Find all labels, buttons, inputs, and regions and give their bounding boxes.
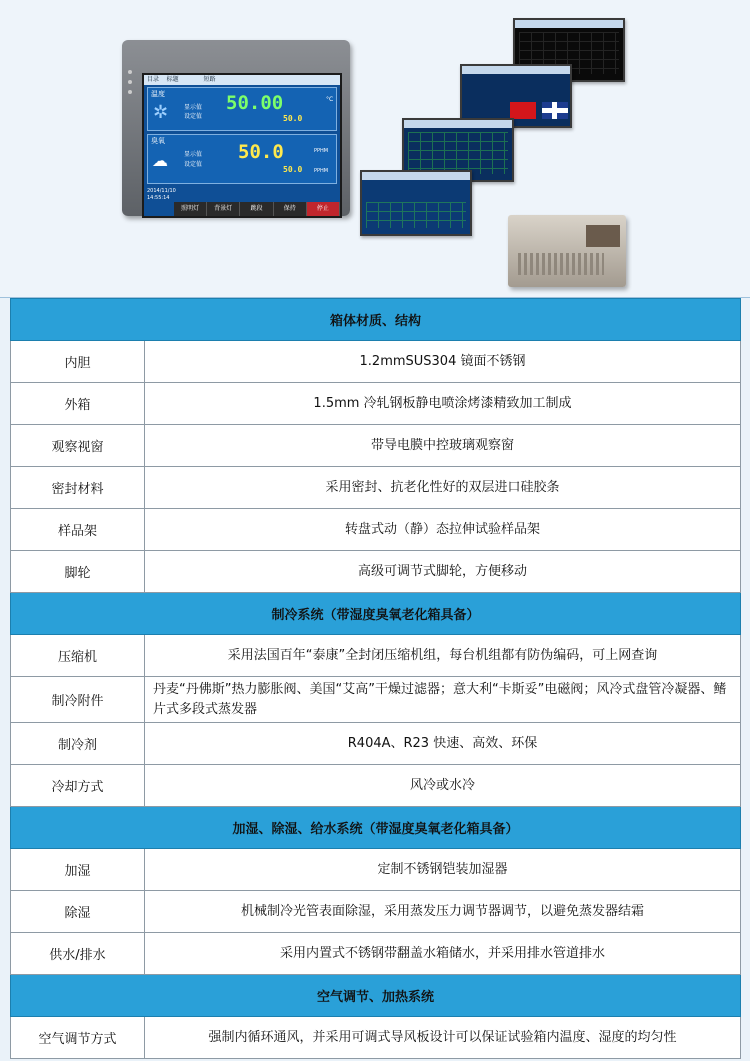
row-label: 加湿	[11, 849, 145, 891]
display-value-label: 显示值	[184, 104, 203, 111]
row-value: 1.5mm 冷轧钢板静电喷涂烤漆精致加工制成	[145, 383, 741, 425]
row-label: 制冷附件	[11, 677, 145, 723]
row-value: 丹麦“丹佛斯”热力膨胀阀、美国“艾高”干燥过滤器；意大利“卡斯妥”电磁阀；风冷式盘管冷凝器、鳍片式多段式蒸发器	[145, 677, 741, 723]
row-value: 强制内循环通风，并采用可调式导风板设计可以保证试验箱内温度、湿度的均匀性	[145, 1017, 741, 1059]
temperature-value: 50.00	[226, 92, 284, 114]
indicator-led	[128, 70, 132, 74]
hold-button[interactable]: 保持	[274, 202, 307, 216]
indicator-led	[128, 90, 132, 94]
section-header-row	[11, 975, 741, 1017]
table-row	[11, 849, 741, 891]
section-header-row	[11, 299, 741, 341]
controller-lid	[586, 225, 620, 247]
display-value-label: 显示值	[184, 151, 203, 158]
row-value: 采用法国百年“泰康”全封闭压缩机组，每台机组都有防伪编码，可上网查询	[145, 635, 741, 677]
cloud-icon: ☁	[152, 151, 168, 170]
row-label: 制冷剂	[11, 723, 145, 765]
screen-button-bar	[174, 202, 340, 216]
row-label: 密封材料	[11, 467, 145, 509]
uk-flag-icon	[542, 102, 568, 119]
time-text: 14:55:14	[147, 195, 170, 201]
touch-screen-controller-image	[122, 40, 350, 216]
row-value: 高级可调节式脚轮，方便移动	[145, 551, 741, 593]
row-value: 机械制冷光管表面除湿，采用蒸发压力调节器调节，以避免蒸发器结霜	[145, 891, 741, 933]
controller-module-image	[508, 215, 626, 287]
skip-segment-button[interactable]: 跳段	[240, 202, 273, 216]
row-value: 定制不锈钢铠装加湿器	[145, 849, 741, 891]
row-value: 带导电膜中控玻璃观察窗	[145, 425, 741, 467]
row-label: 压缩机	[11, 635, 145, 677]
row-label: 样品架	[11, 509, 145, 551]
table-row	[11, 891, 741, 933]
lighting-button[interactable]: 照明灯	[174, 202, 207, 216]
section-title: 加湿、除湿、给水系统（带湿度臭氧老化箱具备）	[11, 807, 741, 849]
product-illustration	[0, 0, 750, 298]
snowflake-icon: ✲	[153, 102, 169, 123]
table-row	[11, 723, 741, 765]
table-row	[11, 677, 741, 723]
table-row	[11, 383, 741, 425]
table-row	[11, 341, 741, 383]
table-row	[11, 635, 741, 677]
row-value: R404A、R23 快速、高效、环保	[145, 723, 741, 765]
row-label: 除湿	[11, 891, 145, 933]
section-title: 空气调节、加热系统	[11, 975, 741, 1017]
row-value: 采用内置式不锈钢带翻盖水箱储水，并采用排水管道排水	[145, 933, 741, 975]
temperature-set-value: 50.0	[283, 114, 303, 123]
row-label: 观察视窗	[11, 425, 145, 467]
row-value: 转盘式动（静）态拉伸试验样品架	[145, 509, 741, 551]
temperature-label: 温度	[151, 90, 165, 98]
ozone-label: 臭氧	[151, 137, 165, 145]
ozone-panel	[147, 134, 337, 184]
table-row	[11, 425, 741, 467]
indicator-led	[128, 80, 132, 84]
stop-button[interactable]: 停止	[307, 202, 340, 216]
ozone-set-value: 50.0	[283, 165, 303, 174]
row-label: 冷却方式	[11, 765, 145, 807]
screen-thumbnail-main	[360, 170, 472, 236]
terminal-strip	[518, 253, 604, 275]
temperature-panel	[147, 87, 337, 131]
controller-screen	[142, 73, 342, 218]
row-value: 采用密封、抗老化性好的双层进口硅胶条	[145, 467, 741, 509]
section-title: 箱体材质、结构	[11, 299, 741, 341]
row-label: 空气调节方式	[11, 1017, 145, 1059]
ozone-value: 50.0	[238, 141, 284, 163]
backlight-button[interactable]: 背景灯	[207, 202, 240, 216]
screen-menu-bar	[144, 75, 340, 85]
row-label: 内胆	[11, 341, 145, 383]
table-row	[11, 509, 741, 551]
row-label: 供水/排水	[11, 933, 145, 975]
thumbnail-title-bar	[362, 172, 470, 180]
thumbnail-grid	[408, 132, 508, 174]
thumbnail-grid	[366, 202, 466, 228]
row-value: 风冷或水冷	[145, 765, 741, 807]
section-header-row	[11, 593, 741, 635]
thumbnail-title-bar	[404, 120, 512, 128]
thumbnail-title-bar	[515, 20, 623, 28]
table-row	[11, 765, 741, 807]
table-row	[11, 467, 741, 509]
temperature-unit: °C	[326, 96, 334, 103]
section-header-row	[11, 807, 741, 849]
table-row	[11, 1017, 741, 1059]
menu-item: 目录	[147, 76, 160, 83]
table-row	[11, 933, 741, 975]
set-value-label: 设定值	[184, 161, 203, 168]
menu-item: 标题	[166, 76, 179, 83]
menu-item: 短路	[203, 76, 216, 83]
section-title: 制冷系统（带湿度臭氧老化箱具备）	[11, 593, 741, 635]
ozone-unit: PPHM	[314, 168, 329, 174]
date-text: 2014/11/10	[147, 188, 176, 194]
china-flag-icon	[510, 102, 536, 119]
row-value: 1.2mmSUS304 镜面不锈钢	[145, 341, 741, 383]
set-value-label: 设定值	[184, 113, 203, 120]
specification-table	[10, 298, 741, 1059]
table-row	[11, 551, 741, 593]
row-label: 脚轮	[11, 551, 145, 593]
row-label: 外箱	[11, 383, 145, 425]
thumbnail-title-bar	[462, 66, 570, 74]
ozone-unit: PPHM	[314, 148, 329, 154]
